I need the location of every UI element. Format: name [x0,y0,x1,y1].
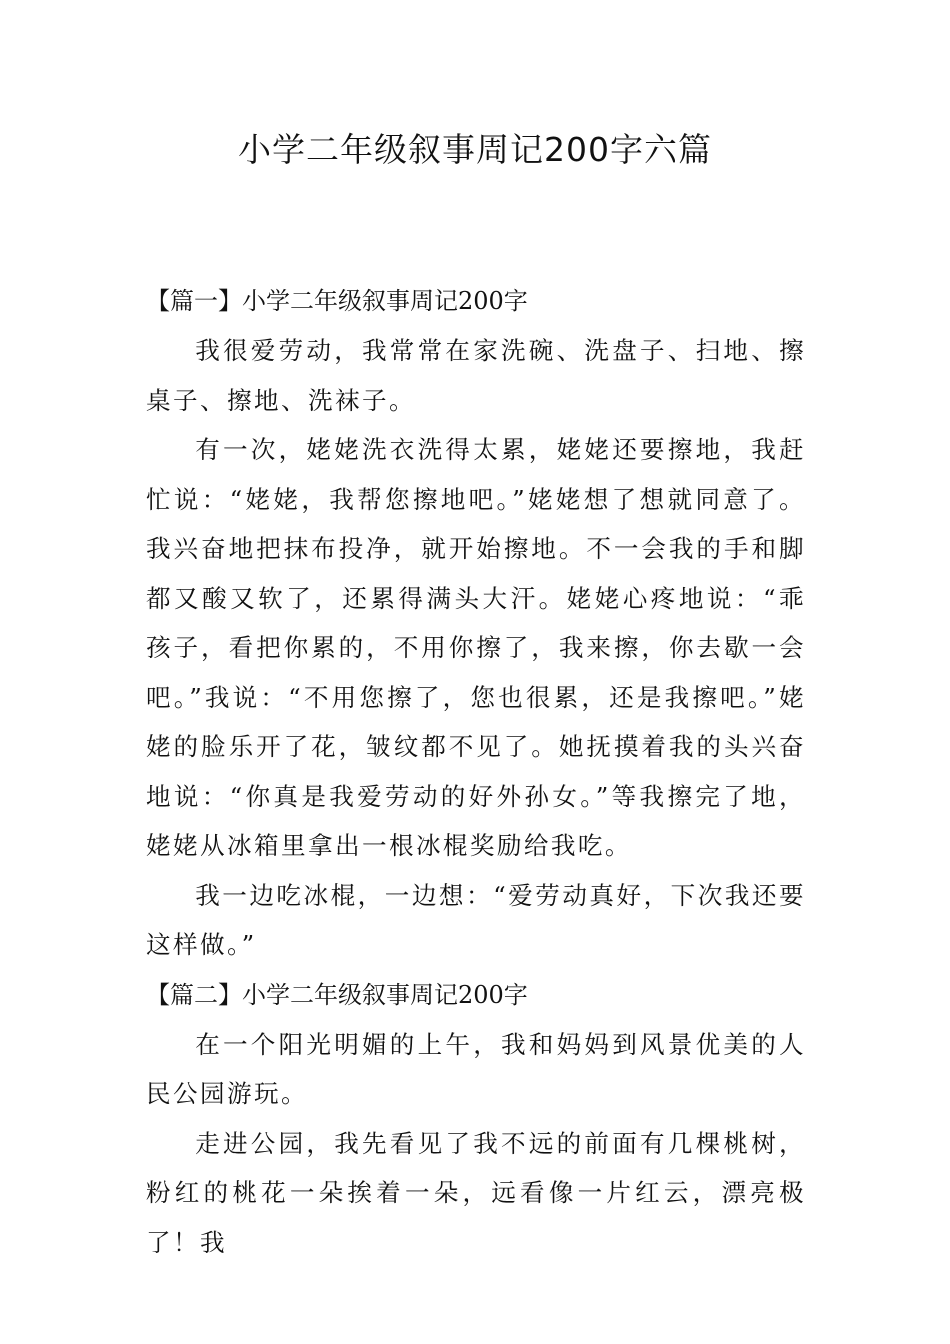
paragraph: 在一个阳光明媚的上午，我和妈妈到风景优美的人民公园游玩。 [146,1029,806,1108]
paragraph: 走进公园，我先看见了我不远的前面有几棵桃树，粉红的桃花一朵挨着一朵，远看像一片红云，漂亮极了！我 [146,1128,806,1257]
document-title: 小学二年级叙事周记200字六篇 [238,130,712,169]
paragraph: 有一次，姥姥洗衣洗得太累，姥姥还要擦地，我赶忙说：“姥姥，我帮您擦地吧。”姥姥想了想就同意了。我兴奋地把抹布投净，就开始擦地。不一会我的手和脚都又酸又软了，还累得满头大汗。姥姥心疼地说：“乖孩子，看把你累的，不用你擦了，我来擦，你去歇一会吧。”我说：“不用您擦了，您也很累，还是我擦吧。”姥姥的脸乐开了花，皱纹都不见了。她抚摸着我的头兴奋地说：“你真是我爱劳动的好外孙女。”等我擦完了地，姥姥从冰箱里拿出一根冰棍奖励给我吃。 [146,435,806,860]
section-2 [146,970,806,1268]
section-heading: 【篇一】小学二年级叙事周记200字 [146,287,528,315]
paragraph: 我一边吃冰棍，一边想：“爱劳动真好，下次我还要这样做。” [146,880,806,959]
paragraph: 我很爱劳动，我常常在家洗碗、洗盘子、扫地、擦桌子、擦地、洗袜子。 [146,336,806,415]
document-body [146,276,806,1267]
section-heading: 【篇二】小学二年级叙事周记200字 [146,980,528,1009]
section-1 [146,276,806,970]
